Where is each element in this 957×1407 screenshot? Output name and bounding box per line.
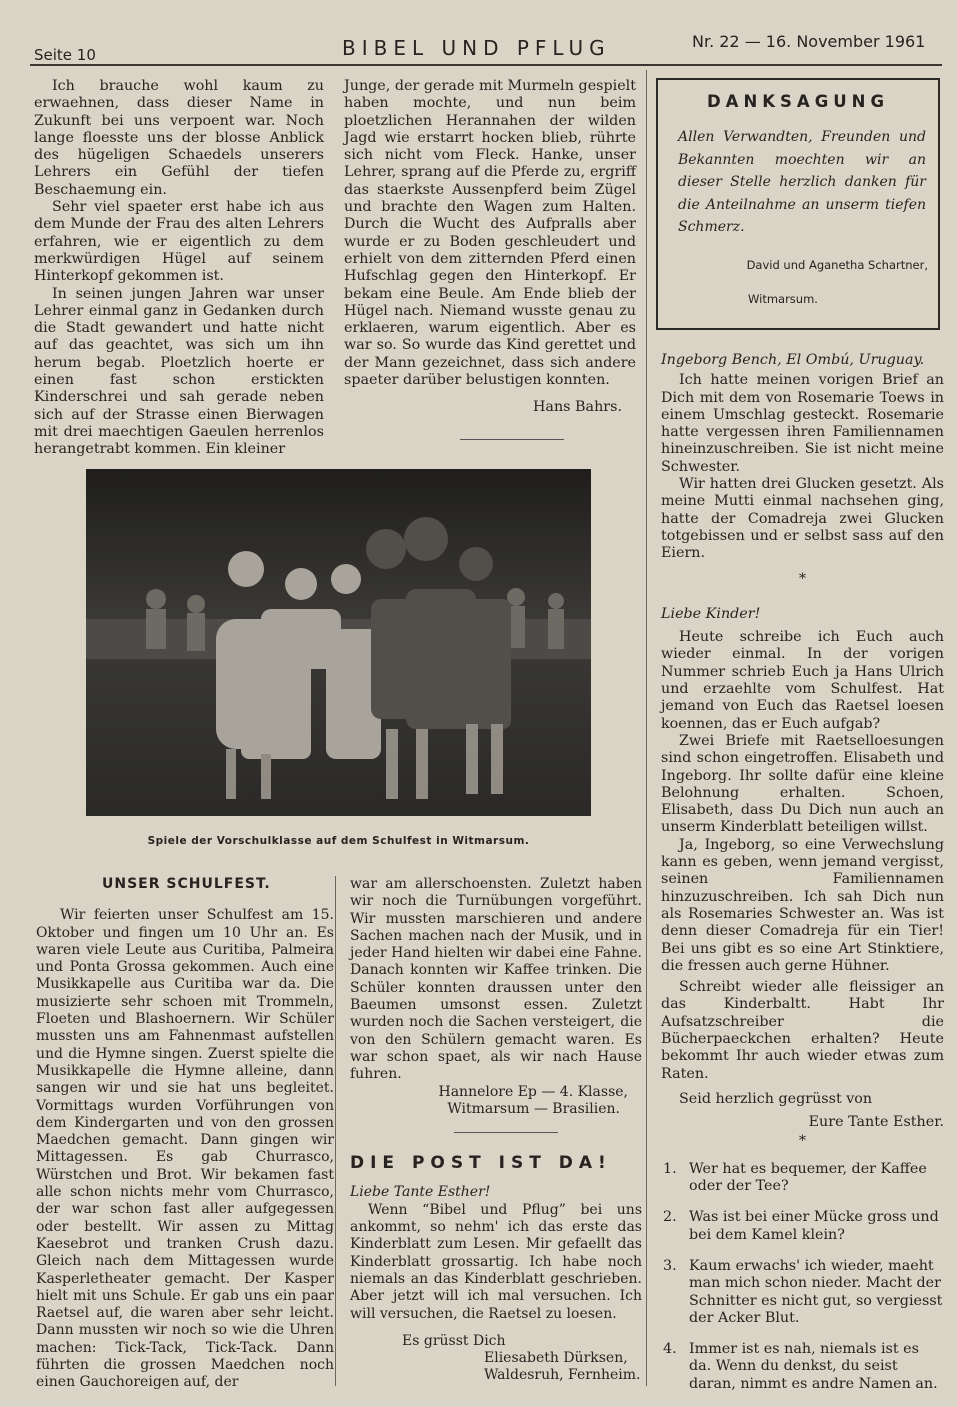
letter-paragraph: Zwei Briefe mit Raetselloesungen sind schon eingetroffen. Elisabeth und Ingeborg. Ihr sollte dafür eine kleine Belohnung erhalten. Schoen, Elisabeth, dass Du Dich nun auch an unserm Kinderblatt beteiligen willst. xyxy=(661,732,944,836)
story-end-rule xyxy=(460,439,564,440)
post-greeting: Es grüsst Dich xyxy=(402,1332,506,1349)
letter-heading: Ingeborg Bench, El Ombú, Uruguay. xyxy=(661,352,925,368)
schulfest-article-left xyxy=(36,876,334,1392)
riddle-text: Kaum erwachs' ich wieder, maeht man mich schon nieder. Macht der Schnitter es nicht gut, so vergiesst der Acker Blut. xyxy=(689,1257,943,1326)
issue-date: Nr. 22 — 16. November 1961 xyxy=(692,32,926,51)
post-name: Eliesabeth Dürksen, xyxy=(484,1350,628,1367)
riddle-item xyxy=(661,1209,944,1244)
letter-paragraph: Ja, Ingeborg, so eine Verwechslung kann es geben, wenn jemand vergisst, seinen Familiennamen hinzuzuschreiben. Ich sah Dich nun als Rosemaries Schwester an. Was ist denn dieser Comadreja für ein Tier! Bei uns gibt es so eine Art Stinktiere, die fressen auch gerne Hühner. xyxy=(661,836,944,974)
danksagung-title: DANKSAGUNG xyxy=(706,92,889,111)
kinderblatt-column xyxy=(661,352,944,1407)
schulfest-photo xyxy=(86,469,591,816)
riddle-number: 3. xyxy=(663,1257,677,1274)
column-divider-bottom xyxy=(335,876,336,1386)
riddle-number: 2. xyxy=(663,1209,677,1226)
letter-paragraph: Seid herzlich gegrüsst von xyxy=(679,1090,873,1107)
post-title: DIE POST IST DA! xyxy=(350,1153,612,1174)
danksagung-box xyxy=(656,78,940,330)
story-paragraph: Junge, der gerade mit Murmeln gespielt haben mochte, und nun beim ploetzlichen Herannahen der wilden Jagd wie erstarrt hocken blieb, rührte sich nicht vom Fleck. Hanke, unser Lehrer, sprang auf die Pferde zu, ergriff das staerkste Aussenpferd beim Zügel und brachte den Wagen zum Halten. Durch die Wucht des Aufpralls aber wurde er zu Boden geschleudert und erhielt von dem zitternden Pferd einen Hufschlag gegen den Hinterkopf. Er bekam eine Beule. Am Ende blieb der Hügel nach. Niemand wusste genau zu erklaeren, warum eigentlich. Aber es war so. So wurde das Kind gerettet und der Mann gezeichnet, dass sich andere spaeter darüber belustigen konnten. xyxy=(344,78,636,389)
publication-title: BIBEL UND PFLUG xyxy=(342,36,611,60)
post-place: Waldesruh, Fernheim. xyxy=(484,1367,641,1384)
header-rule xyxy=(30,64,942,66)
schulfest-place: Witmarsum — Brasilien. xyxy=(447,1100,620,1117)
riddle-list xyxy=(661,1161,944,1393)
riddle-text: Immer ist es nah, niemals ist es da. Wenn du denkst, du seist daran, nimmt es andre Namen an. xyxy=(689,1341,938,1392)
riddle-item xyxy=(661,1341,944,1393)
story-column-middle xyxy=(344,78,636,440)
page-number: Seite 10 xyxy=(34,46,96,64)
letter-heading: Liebe Kinder! xyxy=(661,605,761,622)
photo-caption: Spiele der Vorschulklasse auf dem Schulfest in Witmarsum. xyxy=(147,835,530,847)
letter-paragraph: Heute schreibe ich Euch auch wieder einmal. In der vorigen Nummer schrieb Euch ja Hans Ulrich und erzaehlte vom Schulfest. Hat jemand von Euch das Raetsel loesen koennen, das er Euch aufgab? xyxy=(661,629,944,732)
danksagung-text: Allen Verwandten, Freunden und Bekannten moechten wir an dieser Stelle herzlich danken für die Anteilnahme an unserm tiefen Schmerz. xyxy=(678,129,926,235)
schulfest-title: UNSER SCHULFEST. xyxy=(102,876,271,892)
story-author: Hans Bahrs. xyxy=(532,399,622,416)
danksagung-names: David und Aganetha Schartner, xyxy=(746,258,928,272)
story-paragraph: Ich brauche wohl kaum zu erwaehnen, dass dieser Name in Zukunft bei uns verpoent war. Noch lange floesste uns der blosse Anblick des hügeligen Schaedels unserers Lehrers ein Gefühl der tiefen Beschaemung ein. xyxy=(34,78,324,198)
story-column-left xyxy=(34,78,324,459)
post-text: Wenn “Bibel und Pflug” bei uns ankommt, so nehm' ich das erste das Kinderblatt zum Lesen. Mir gefaellt das Kinderblatt grossartig. Ich habe noch niemals an das Kinderblatt geschrieben. Aber jetzt will ich mal versuchen. Ich will versuchen, die Raetsel zu loesen. xyxy=(350,1201,642,1322)
schulfest-text: war am allerschoensten. Zuletzt haben wir noch die Turnübungen vorgeführt. Wir mussten marschieren und andere Sachen machen nach der Musik, und in jeder Hand hielten wir dabei eine Fahne. Danach konnten wir Kaffee trinken. Die Schüler konnten draussen unter den Baeumen umsonst essen. Zuletzt wurden noch die Sachen versteigert, die von den Schülern gemacht waren. Es war schon spaet, als wir nach Hause fuhren. xyxy=(350,876,642,1083)
riddle-text: Was ist bei einer Mücke gross und bei dem Kamel klein? xyxy=(689,1209,939,1243)
riddle-text: Wer hat es bequemer, der Kaffee oder der Tee? xyxy=(689,1160,927,1195)
story-paragraph: In seinen jungen Jahren war unser Lehrer einmal ganz in Gedanken durch die Stadt gewandert und hatte nicht auf das geachtet, was sich um ihn herum begab. Ploetzlich hoerte er einen fast schon erstickten Kinderschrei und sah gerade neben sich auf der Strasse einen Bierwagen mit drei maechtigen Gaeulen herrenlos herangetrabt kommen. Ein kleiner xyxy=(34,285,324,458)
schulfest-author: Hannelore Ep — 4. Klasse, xyxy=(438,1083,628,1100)
riddle-item xyxy=(661,1161,944,1196)
letter-paragraph: Ich hatte meinen vorigen Brief an Dich mit dem von Rosemarie Toews in einem Umschlag gesteckt. Rosemarie hatte vergessen ihren Familiennamen hineinzuschreiben. Sie ist nicht meine Schwester. xyxy=(661,372,944,475)
riddle-item xyxy=(661,1258,944,1327)
star-separator: * xyxy=(798,570,807,587)
riddle-number: 1. xyxy=(663,1160,677,1177)
post-salutation: Liebe Tante Esther! xyxy=(350,1184,491,1201)
column-divider-right xyxy=(646,70,647,1386)
schulfest-text: Wir feierten unser Schulfest am 15. Oktober und fingen um 10 Uhr an. Es waren viele Leute aus Curitiba, Palmeira und Ponta Grossa gekommen. Auch eine Musikkapelle aus Curitiba war da. Die musizierte sehr schoen mit Trommeln, Floeten und Blashoernern. Wir Schüler mussten uns am Fahnenmast aufstellen und die Hymne singen. Zuerst spielte die Musikkapelle die Hymne alleine, dann sangen wir und sie hat uns begleitet. Vormittags wurden Vorführungen von dem Kindergarten und von den grossen Maedchen gemacht. Dann gingen wir Mittagessen. Es gab Churrasco, Würstchen und Brot. Wir bekamen fast alle schon nichts mehr vom Churrasco, der war schon fast aller aufgegessen oder bestellt. Wir assen zu Mittag Kaesebrot und tranken Crush dazu. Gleich nach dem Mittagessen wurde Kasperletheater gemacht. Der Kasper hielt mit uns Schule. Er gab uns ein paar Raetsel auf, die waren aber sehr leicht. Dann mussten wir noch so wie die Uhren machen: Tick-Tack, Tick-Tack. Dann führten die grossen Maedchen noch einen Gauchoreigen auf, der xyxy=(36,907,334,1391)
letter-paragraph: Wir hatten drei Glucken gesetzt. Als meine Mutti einmal nachsehen ging, hatte der Comadreja zwei Glucken totgebissen und er selbst sass auf den Eiern. xyxy=(661,476,944,562)
schulfest-article-right xyxy=(350,876,642,1385)
letter-paragraph: Schreibt wieder alle fleissiger an das Kinderbaltt. Habt Ihr Aufsatzschreiber die Bücherpaeckchen erhalten? Heute bekommt Ihr auch wieder etwas zum Raten. xyxy=(661,979,944,1082)
article-end-rule xyxy=(454,1132,558,1133)
danksagung-place: Witmarsum. xyxy=(748,292,818,306)
riddle-number: 4. xyxy=(663,1341,677,1358)
star-separator: * xyxy=(798,1133,807,1150)
photo-image xyxy=(86,469,591,816)
letter-closing: Eure Tante Esther. xyxy=(808,1114,944,1131)
story-paragraph: Sehr viel spaeter erst habe ich aus dem Munde der Frau des alten Lehrers erfahren, wie er eigentlich zu dem merkwürdigen Hügel auf seinem Hinterkopf gekommen ist. xyxy=(34,199,324,285)
